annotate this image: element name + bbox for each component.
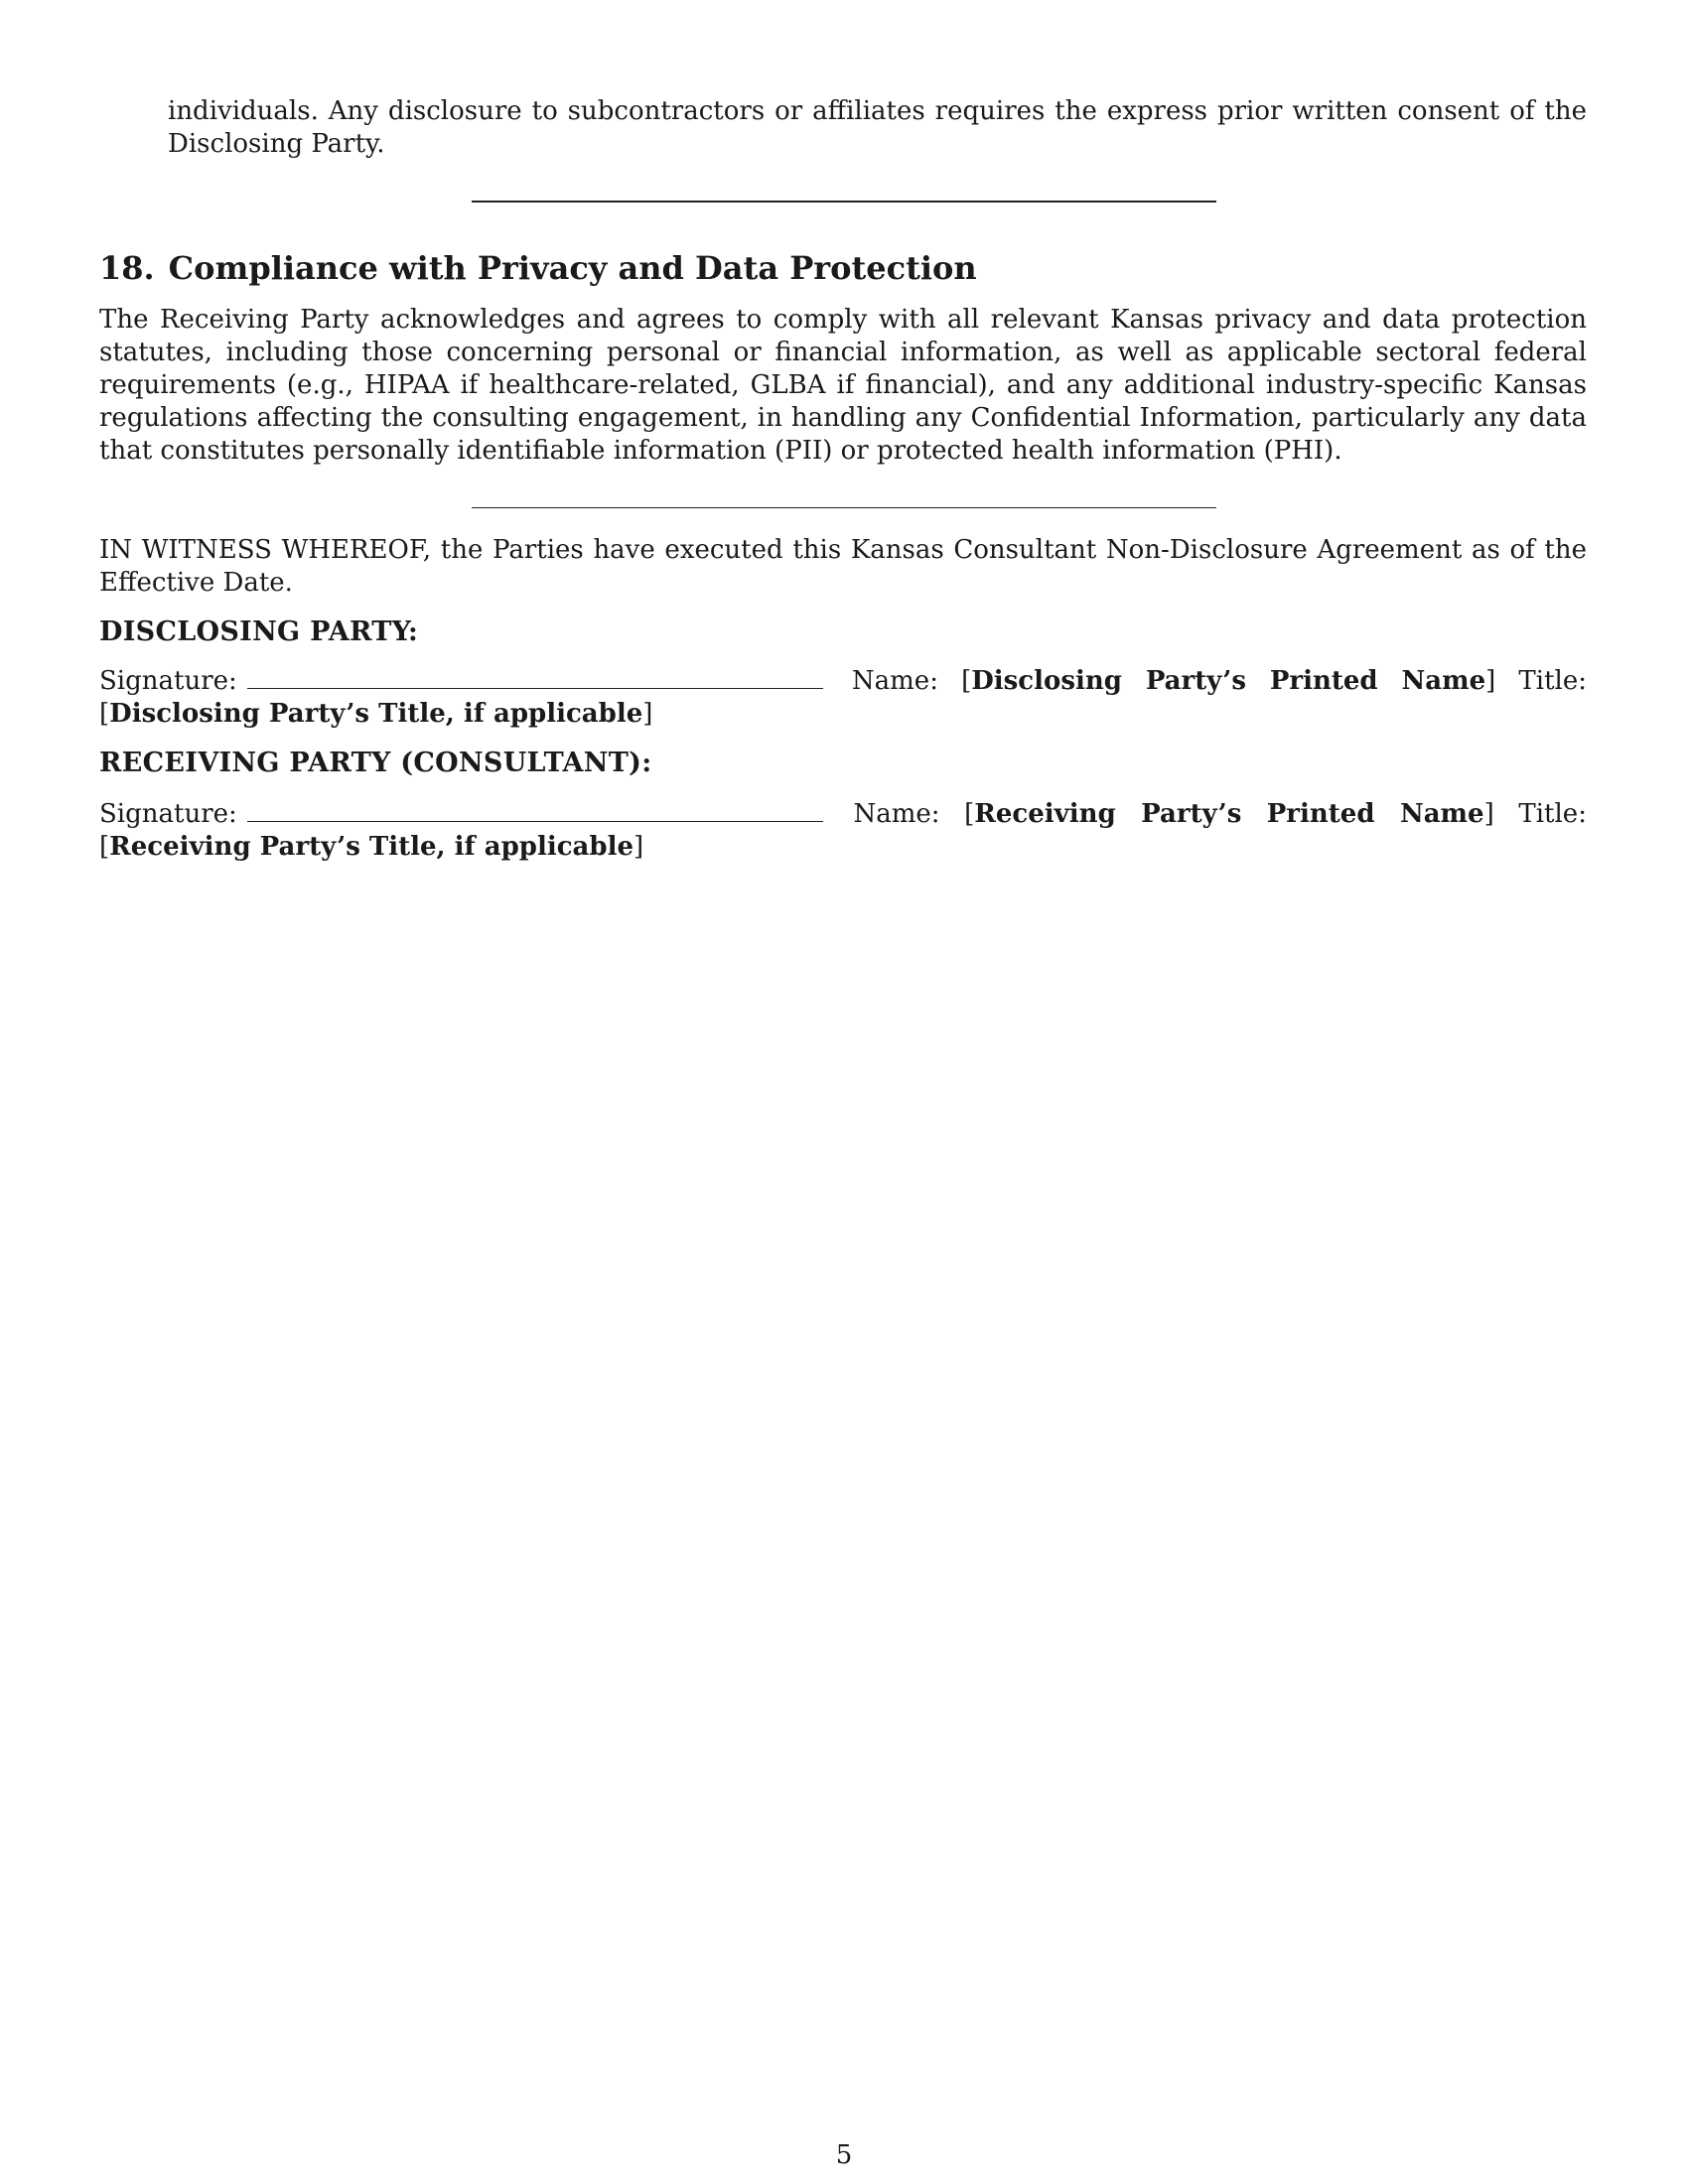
document-content bbox=[99, 95, 1587, 864]
name-label: Name: bbox=[851, 666, 938, 696]
receiving-name-value: Receiving Party’s Printed Name bbox=[974, 799, 1484, 829]
disclosing-party-heading: DISCLOSING PARTY: bbox=[99, 616, 419, 647]
continuation-paragraph: individuals. Any disclosure to subcontractors or affiliates requires the express prior written consent of the Disclosing Party. bbox=[168, 96, 1587, 159]
witness-paragraph: IN WITNESS WHEREOF, the Parties have executed this Kansas Consultant Non-Disclosure Agreement as of the Effective Date. bbox=[99, 535, 1587, 598]
disclosing-name-value: Disclosing Party’s Printed Name bbox=[971, 666, 1486, 696]
receiving-party-heading: RECEIVING PARTY (CONSULTANT): bbox=[99, 748, 652, 778]
title-label: Title: bbox=[1518, 666, 1587, 696]
title-label: Title: bbox=[1518, 799, 1587, 829]
signature-label: Signature: bbox=[99, 666, 237, 696]
section-title: Compliance with Privacy and Data Protection bbox=[168, 249, 977, 287]
receiving-signature-line[interactable] bbox=[247, 799, 823, 822]
section-divider bbox=[472, 201, 1216, 203]
section-number: 18. bbox=[99, 249, 155, 287]
disclosing-title-value: Disclosing Party’s Title, if applicable bbox=[109, 699, 643, 729]
page-number: 5 bbox=[835, 2140, 853, 2170]
section-divider bbox=[472, 507, 1216, 508]
signature-label: Signature: bbox=[99, 799, 237, 829]
receiving-title-value: Receiving Party’s Title, if applicable bbox=[109, 832, 633, 862]
section-18-heading bbox=[99, 248, 1587, 288]
disclosing-signature-block: Signature: Name: [Disclosing Party’s Printed Name] Title: [Disclosing Party’s Title, if applicable] bbox=[99, 666, 1587, 729]
name-label: Name: bbox=[853, 799, 940, 829]
disclosing-signature-line[interactable] bbox=[247, 666, 823, 689]
receiving-signature-block: Signature: Name: [Receiving Party’s Printed Name] Title: [Receiving Party’s Title, if applicable] bbox=[99, 799, 1587, 862]
section-18-body: The Receiving Party acknowledges and agrees to comply with all relevant Kansas privacy and data protection statutes, including those concerning personal or financial information, as well as applicable sectoral federal requirements (e.g., HIPAA if healthcare-related, GLBA if financial), and any additional industry-specific Kansas regulations affecting the consulting engagement, in handling any Confidential Information, particularly any data that constitutes personally identifiable information (PII) or protected health information (PHI). bbox=[99, 305, 1587, 466]
